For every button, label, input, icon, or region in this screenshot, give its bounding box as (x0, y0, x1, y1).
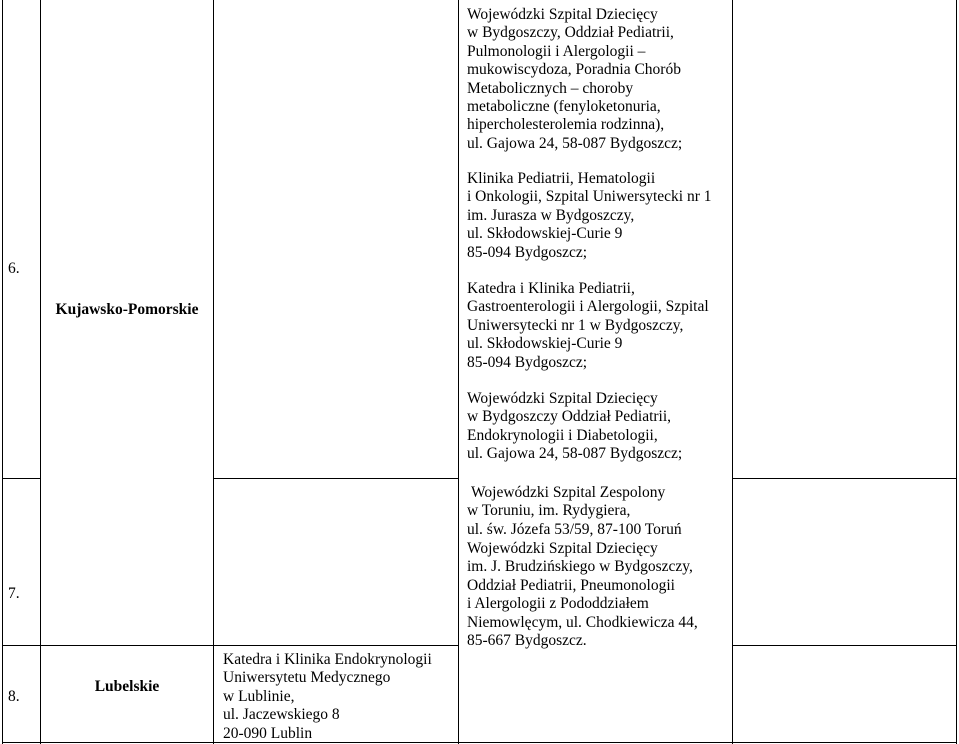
centre-line: w Bydgoszczy Oddział Pediatrii, (467, 408, 672, 426)
col-divider-4 (732, 0, 733, 744)
centre-line: 85-094 Bydgoszcz; (467, 353, 588, 371)
region-name: Kujawsko-Pomorskie (55, 301, 199, 318)
col-divider-3 (458, 0, 459, 744)
centre-line: im. Jurasza w Bydgoszczy, (467, 206, 635, 224)
centre-line: ul. św. Józefa 53/59, 87-100 Toruń (467, 520, 682, 538)
centre-line: 85-094 Bydgoszcz; (467, 243, 588, 261)
centre-line: hipercholesterolemia rodzinna), (467, 116, 665, 134)
row-separator-7-8-region (40, 645, 213, 646)
row-number: 8. (8, 688, 20, 705)
centre-line: metaboliczne (fenyloketonuria, (467, 98, 661, 115)
centre-line: Pulmonologii i Alergologii – (467, 42, 646, 60)
centre-line: Wojewódzki Szpital Zespolony (471, 484, 666, 501)
centre-line: w Lublinie, (223, 687, 295, 705)
col-divider-1 (40, 0, 41, 744)
row-separator-6-7-left (2, 478, 40, 479)
centre-line: 20-090 Lublin (223, 724, 313, 742)
centre-line: mukowiscydoza, Poradnia Chorób (467, 61, 681, 79)
region-name: Lubelskie (94, 678, 160, 695)
centre-line: Gastroenterologii i Alergologii, Szpital (467, 298, 709, 316)
centre-line: im. J. Brudzińskiego w Bydgoszczy, (467, 558, 693, 576)
row-separator-7-8-left (2, 645, 40, 646)
centre-line: w Bydgoszczy, Oddział Pediatrii, (467, 24, 674, 42)
row-number: 6. (8, 260, 20, 277)
table-border-bottom (2, 742, 957, 743)
row-separator-6-7-mid (213, 478, 458, 479)
row-number: 7. (8, 585, 20, 602)
row-separator-7-8-right (732, 645, 957, 646)
col-divider-2 (213, 0, 214, 744)
table-border-left (2, 0, 3, 744)
centre-line: Wojewódzki Szpital Dziecięcy (467, 6, 658, 23)
centre-line: Endokrynologii i Diabetologii, (467, 426, 658, 444)
centre-line: Metabolicznych – choroby (467, 79, 634, 97)
row-separator-6-7-right (732, 478, 957, 479)
centre-line: Klinika Pediatrii, Hematologii (467, 170, 656, 187)
centre-line: Katedra i Klinika Endokrynologii (223, 651, 432, 668)
centre-line: Wojewódzki Szpital Dziecięcy (467, 540, 658, 557)
centre-line: Uniwersytetu Medycznego (223, 669, 391, 687)
centre-line: ul. Gajowa 24, 58-087 Bydgoszcz; (467, 134, 683, 152)
centre-line: w Toruniu, im. Rydygiera, (467, 502, 631, 520)
centre-line: Niemowlęcym, ul. Chodkiewicza 44, (467, 613, 698, 631)
centre-line: ul. Jaczewskiego 8 (223, 706, 340, 724)
centre-line: 85-667 Bydgoszcz. (467, 632, 587, 649)
row-separator-7-8-mid (213, 645, 458, 646)
centre-line: Katedra i Klinika Pediatrii, (467, 280, 635, 297)
centre-line: Uniwersytecki nr 1 w Bydgoszczy, (467, 316, 684, 334)
centre-line: ul. Skłodowskiej-Curie 9 (467, 335, 623, 353)
centre-line: i Alergologii z Pododdziałem (467, 595, 649, 613)
centre-line: i Onkologii, Szpital Uniwersytecki nr 1 (467, 188, 712, 206)
centre-line: Oddział Pediatrii, Pneumonologii (467, 576, 675, 594)
table-border-right (956, 0, 957, 744)
centre-line: Wojewódzki Szpital Dziecięcy (467, 390, 658, 407)
centre-line: ul. Gajowa 24, 58-087 Bydgoszcz; (467, 445, 683, 463)
centre-line: ul. Skłodowskiej-Curie 9 (467, 225, 623, 243)
